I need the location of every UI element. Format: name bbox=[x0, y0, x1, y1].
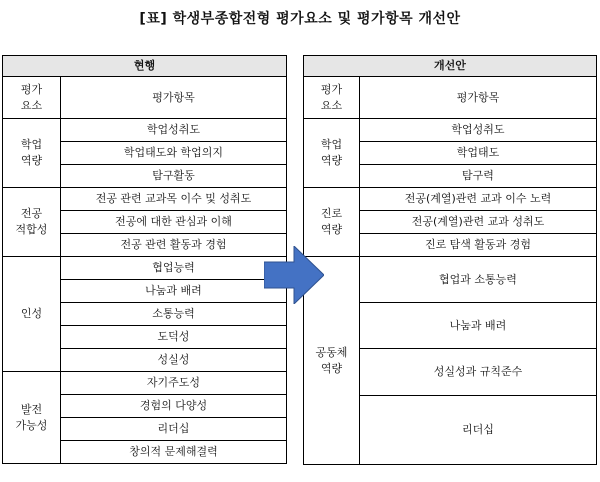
current-category-major-fit: 전공 적합성 bbox=[3, 188, 61, 257]
current-category-potential: 발전 가능성 bbox=[3, 372, 61, 464]
proposed-col-category: 평가 요소 bbox=[304, 77, 360, 119]
right-arrow-icon bbox=[264, 246, 324, 304]
current-item: 자기주도성 bbox=[61, 372, 287, 395]
current-item: 나눔과 배려 bbox=[61, 280, 287, 303]
current-item: 성실성 bbox=[61, 349, 287, 372]
current-item: 전공에 대한 관심과 이해 bbox=[61, 211, 287, 234]
proposed-item: 리더십 bbox=[360, 396, 597, 465]
current-item: 창의적 문제해결력 bbox=[61, 441, 287, 464]
proposed-item: 나눔과 배려 bbox=[360, 303, 597, 349]
proposed-item: 성실성과 규칙준수 bbox=[360, 349, 597, 396]
proposed-table bbox=[303, 55, 597, 465]
proposed-item: 전공(계열)관련 교과 이수 노력 bbox=[360, 188, 597, 211]
proposed-item: 협업과 소통능력 bbox=[360, 257, 597, 303]
proposed-item: 전공(계열)관련 교과 성취도 bbox=[360, 211, 597, 234]
current-item: 소통능력 bbox=[61, 303, 287, 326]
current-item: 탐구활동 bbox=[61, 165, 287, 188]
proposed-item: 학업태도 bbox=[360, 142, 597, 165]
current-item: 리더십 bbox=[61, 418, 287, 441]
proposed-item: 진로 탐색 활동과 경험 bbox=[360, 234, 597, 257]
page-title: [표] 학생부종합전형 평가요소 및 평가항목 개선안 bbox=[139, 11, 461, 27]
current-header: 현행 bbox=[3, 56, 287, 77]
current-category-character: 인성 bbox=[3, 257, 61, 372]
current-item: 도덕성 bbox=[61, 326, 287, 349]
proposed-category-community: 공동체 역량 bbox=[304, 257, 360, 465]
proposed-category-academic: 학업 역량 bbox=[304, 119, 360, 188]
current-item: 경험의 다양성 bbox=[61, 395, 287, 418]
current-table bbox=[2, 55, 287, 464]
proposed-header: 개선안 bbox=[304, 56, 597, 77]
current-item: 학업성취도 bbox=[61, 119, 287, 142]
proposed-category-career: 진로 역량 bbox=[304, 188, 360, 257]
current-item: 학업태도와 학업의지 bbox=[61, 142, 287, 165]
current-item: 전공 관련 활동과 경험 bbox=[61, 234, 287, 257]
current-col-category: 평가 요소 bbox=[3, 77, 61, 119]
current-item: 전공 관련 교과목 이수 및 성취도 bbox=[61, 188, 287, 211]
proposed-item: 탐구력 bbox=[360, 165, 597, 188]
proposed-col-items: 평가항목 bbox=[360, 77, 597, 119]
current-col-items: 평가항목 bbox=[61, 77, 287, 119]
current-category-academic: 학업 역량 bbox=[3, 119, 61, 188]
current-item: 협업능력 bbox=[61, 257, 287, 280]
proposed-item: 학업성취도 bbox=[360, 119, 597, 142]
